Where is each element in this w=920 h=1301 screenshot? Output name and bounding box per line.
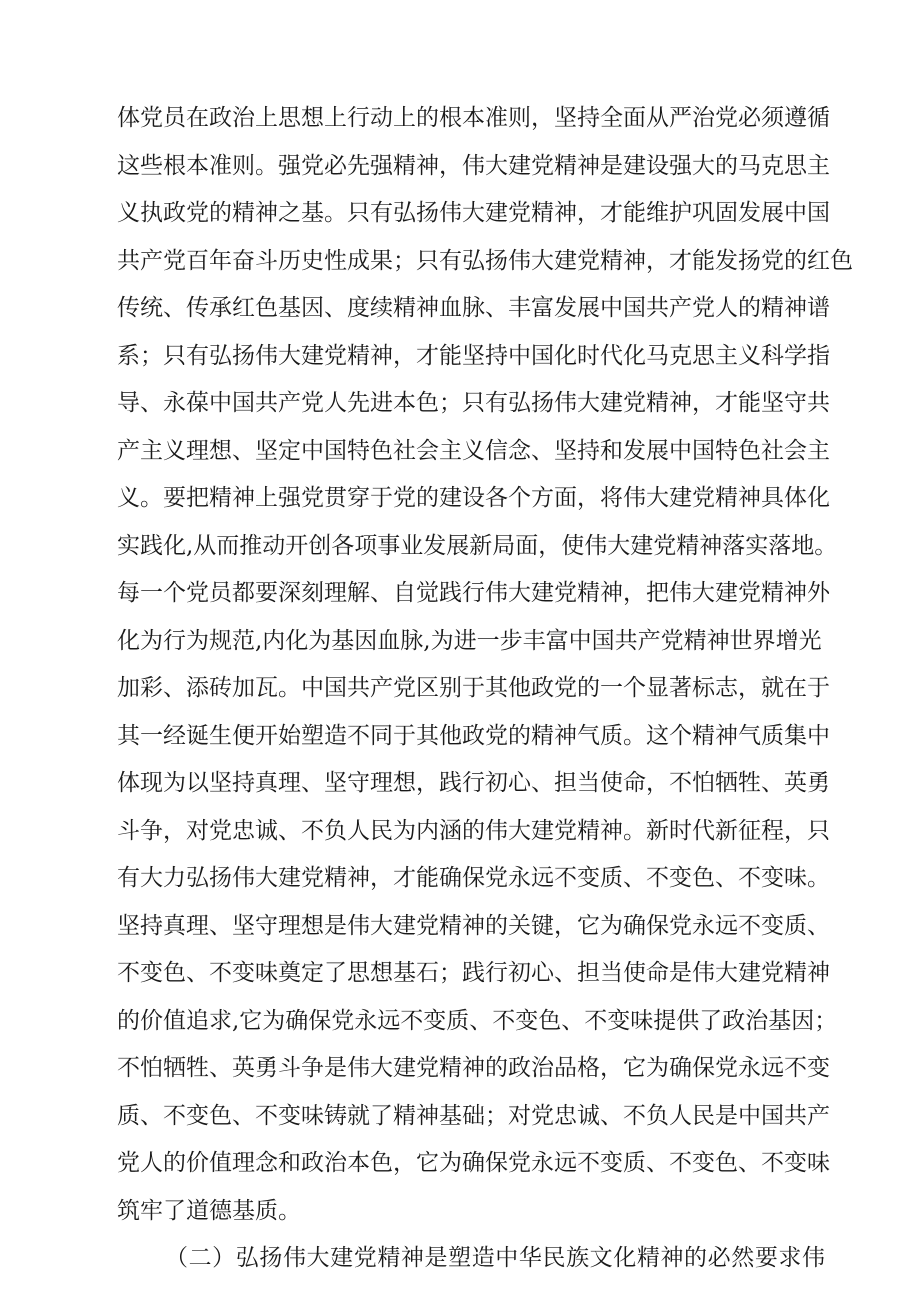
paragraph-line: 产主义理想、坚定中国特色社会主义信念、坚持和发展中国特色社会主	[117, 438, 830, 464]
paragraph-line: 共产党百年奋斗历史性成果；只有弘扬伟大建党精神，才能发扬党的红色	[117, 248, 853, 274]
paragraph-line: 这些根本准则。强党必先强精神，伟大建党精神是建设强大的马克思主	[117, 153, 830, 179]
section-heading: （二）弘扬伟大建党精神是塑造中华民族文化精神的必然要求伟	[165, 1245, 825, 1271]
paragraph-line: 质、不变色、不变味铸就了精神基础；对党忠诚、不负人民是中国共产	[117, 1103, 830, 1129]
paragraph-line: 不怕牺牲、英勇斗争是伟大建党精神的政治品格，它为确保党永远不变	[117, 1055, 830, 1081]
paragraph-line: 不变色、不变味奠定了思想基石；践行初心、担当使命是伟大建党精神	[117, 960, 830, 986]
paragraph-line: 体现为以坚持真理、坚守理想，践行初心、担当使命，不怕牺牲、英勇	[117, 770, 830, 796]
paragraph-line: 每一个党员都要深刻理解、自觉践行伟大建党精神，把伟大建党精神外	[117, 580, 830, 606]
paragraph-line: 党人的价值理念和政治本色，它为确保党永远不变质、不变色、不变味	[117, 1150, 830, 1176]
paragraph-line: 传统、传承红色基因、度续精神血脉、丰富发展中国共产党人的精神谱	[117, 295, 830, 321]
paragraph-line: 义执政党的精神之基。只有弘扬伟大建党精神，才能维护巩固发展中国	[117, 200, 830, 226]
paragraph-line: 化为行为规范,内化为基因血脉,为进一步丰富中国共产党精神世界增光	[117, 628, 822, 654]
paragraph-line: 斗争，对党忠诚、不负人民为内涵的伟大建党精神。新时代新征程，只	[117, 818, 830, 844]
paragraph-line: 有大力弘扬伟大建党精神，才能确保党永远不变质、不变色、不变味。	[117, 865, 830, 891]
paragraph-line: 导、永葆中国共产党人先进本色；只有弘扬伟大建党精神，才能坚守共	[117, 390, 830, 416]
paragraph-line: 坚持真理、坚守理想是伟大建党精神的关键，它为确保党永远不变质、	[117, 913, 830, 939]
paragraph-line: 系；只有弘扬伟大建党精神，才能坚持中国化时代化马克思主义科学指	[117, 343, 830, 369]
paragraph-line: 义。要把精神上强党贯穿于党的建设各个方面，将伟大建党精神具体化	[117, 485, 830, 511]
paragraph-line: 体党员在政治上思想上行动上的根本准则，坚持全面从严治党必须遵循	[117, 105, 830, 131]
paragraph-line: 的价值追求,它为确保党永远不变质、不变色、不变味提供了政治基因；	[117, 1008, 838, 1034]
paragraph-line: 实践化,从而推动开创各项事业发展新局面，使伟大建党精神落实落地。	[117, 533, 838, 559]
paragraph-line: 筑牢了道德基质。	[117, 1198, 301, 1224]
paragraph-line: 加彩、添砖加瓦。中国共产党区别于其他政党的一个显著标志，就在于	[117, 675, 830, 701]
paragraph-line: 其一经诞生便开始塑造不同于其他政党的精神气质。这个精神气质集中	[117, 723, 830, 749]
